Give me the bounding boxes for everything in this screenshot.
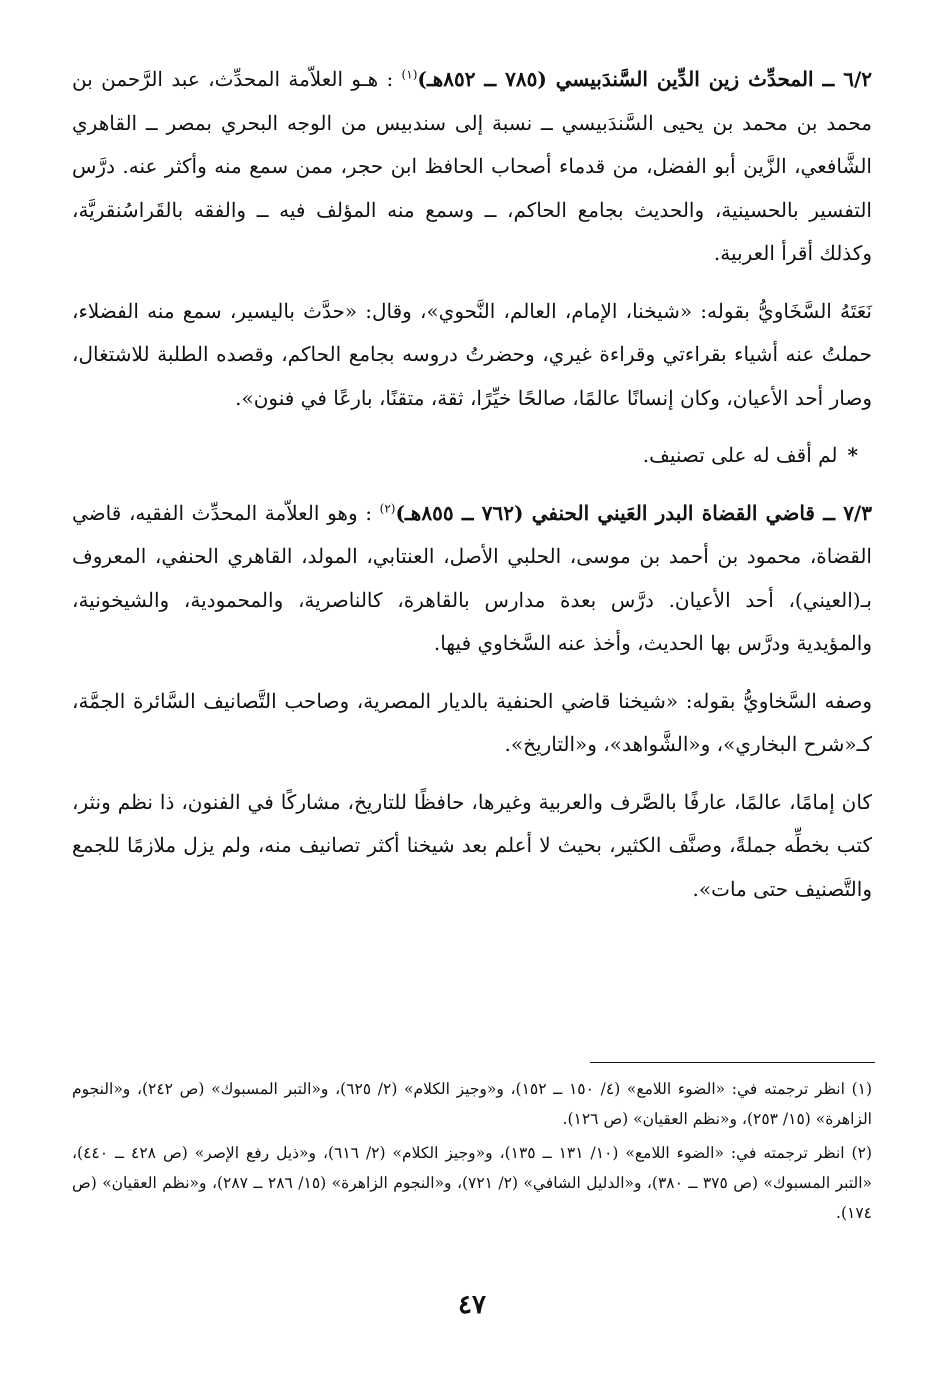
footnote-1: (١) انظر ترجمته في: «الضوء اللامع» (٤/ ١٥٠ ــ ١٥٢)، و«وجيز الكلام» (٢/ ٦٢٥)، و«التبر المسبوك» (ص ٢٤٢)، و«النجوم الزاهرة» (١٥/ ٢٥٣)، و«نظم العقيان» (ص ١٢٦). [72,1080,873,1128]
entry-1-description: نَعَتَهُ السَّخَاويُّ بقوله: «شيخنا، الإمام، العالم، النَّحوي»، وقال: «حدَّث باليسير، سمع منه الفضلاء، حملتُ عنه أشياء بقراءتي وقراءة غيري، وحضرتُ دروسه بجامع الحاكم، وقصده الطلبة للاشتغال، وصار أحد الأعيان، وكان إنسانًا عالمًا، صالحًا خيِّرًا، ثقة، متقنًا، بارعًا في فنون». [72,298,872,410]
entry-1-heading: ٦/٢ ــ المحدِّث زين الدِّين السَّندَبيسي (٧٨٥ ــ ٨٥٢هـ) [417,67,872,91]
footnote-divider [590,1062,875,1063]
entry-2-continuation: كان إمامًا، عالمًا، عارفًا بالصَّرف والعربية وغيرها، حافظًا للتاريخ، مشاركًا في الفنون، ذا نظم ونثر، كتب بخطِّه جملةً، وصنَّف الكثير، بحيث لا أعلم بعد شيخنا أكثر تصانيف منه، ولم يزل ملازمًا للجمع والتَّصنيف حتى مات». [72,789,872,901]
footnote-ref-2: (٢) [379,500,396,515]
entry-2-paragraph [72,492,872,666]
entry-1-paragraph [72,58,872,276]
footnote-ref-1: (١) [401,67,418,82]
page-body [72,58,872,911]
page-number: ٤٧ [458,1290,486,1320]
star-marker-icon: * [847,443,858,467]
entry-1-note-text: لم أقف له على تصنيف. [642,443,838,467]
footnotes-section [72,1074,872,1232]
entry-2-heading: ٧/٣ ــ قاضي القضاة البدر العَيني الحنفي (٧٦٢ ــ ٨٥٥هـ) [395,500,872,525]
entry-2-body: : وهو العلاّمة المحدِّث الفقيه، قاضي القضاة، محمود بن أحمد بن موسى، الحلبي الأصل، العنتابي، المولد، القاهري الحنفي، المعروف بـ(العيني)، أحد الأعيان. درَّس بعدة مدارس بالقاهرة، كالناصرية، والمحمودية، والشيخونية، والمؤيدية ودرَّس بها الحديث، وأخذ عنه السَّخاوي فيها. [72,500,872,655]
entry-1-note [72,434,872,478]
entry-2-description: وصفه السَّخاويُّ بقوله: «شيخنا قاضي الحنفية بالديار المصرية، وصاحب التَّصانيف السَّائرة الجمَّة، كـ«شرح البخاري»، و«الشَّواهد»، و«التاريخ». [72,688,872,756]
footnote-2: (٢) انظر ترجمته في: «الضوء اللامع» (١٠/ ١٣١ ــ ١٣٥)، و«وجيز الكلام» (٢/ ٦١٦)، و«ذيل رفع الإصر» (ص ٤٢٨ ــ ٤٤٠)، «التبر المسبوك» (ص ٣٧٥ ــ ٣٨٠)، و«الدليل الشافي» (٢/ ٧٢١)، و«النجوم الزاهرة» (١٥/ ٢٨٦ ــ ٢٨٧)، و«نظم العقيان» (ص ١٧٤). [72,1144,873,1222]
entry-1-body: : هـو العلاّمة المحدِّث، عبد الرَّحمن بن محمد بن محمد بن يحيى السَّندَبيسي ــ نسبة إلى سندبيس من الوجه البحري بمصر ــ القاهري الشَّافعي، الزَّين أبو الفضل، من قدماء أصحاب الحافظ ابن حجر، ممن سمع منه وأكثر عنه. درَّس التفسير بالحسينية، والحديث بجامع الحاكم، ــ وسمع منه المؤلف فيه ــ والفقه بالقَراسُنقريَّة، وكذلك أقرأ العربية. [72,67,872,265]
